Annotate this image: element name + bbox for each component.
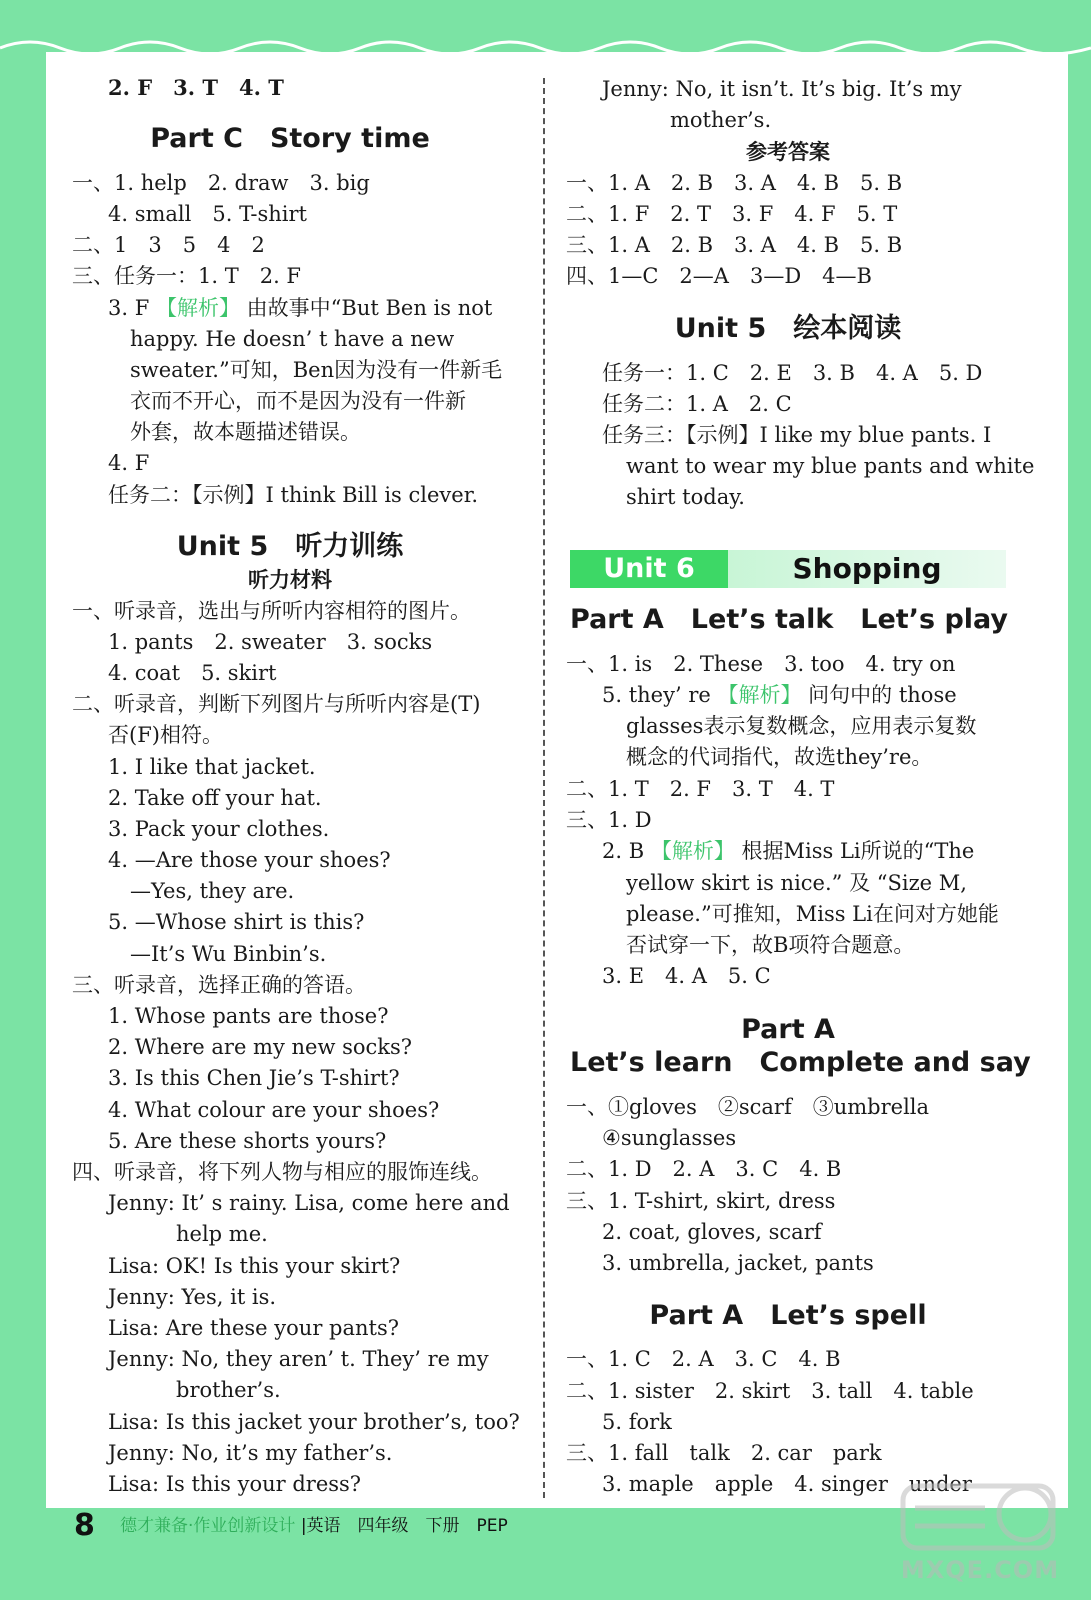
explanation-line: sweater.”可知，Ben因为没有一件新毛 [130, 358, 503, 382]
answer-line: 2. coat, gloves, scarf [602, 1220, 822, 1244]
explanation-line: 衣而不开心，而不是因为没有一件新 [130, 389, 466, 413]
script-line: 5. Are these shorts yours? [108, 1129, 387, 1153]
frame-right [1068, 0, 1091, 1600]
explanation-text: 问句中的 those [808, 683, 957, 707]
answer-site-logo-icon [895, 1468, 1065, 1558]
brand-name: 德才兼备·作业创新设计 [120, 1516, 296, 1536]
script-line: —Yes, they are. [130, 879, 295, 903]
script-line: 1. Whose pants are those? [108, 1004, 389, 1028]
unit-tag: Unit 6 [570, 550, 728, 588]
explanation-line: 外套，故本题描述错误。 [130, 420, 361, 444]
frame-left [0, 0, 46, 1600]
explanation-line: yellow skirt is nice.” 及 “Size M, [626, 871, 967, 895]
answer-line: 任务二：【示例】I think Bill is clever. [108, 483, 479, 507]
dialogue-line: Jenny: Yes, it is. [108, 1285, 277, 1309]
item-number: 3. F [108, 296, 150, 320]
explanation-line: please.”可推知，Miss Li在问对方她能 [626, 902, 999, 926]
answer-line: 4. small 5. T-shirt [108, 202, 307, 226]
unit-title: Shopping [728, 550, 1006, 588]
script-line: 4. —Are those your shoes? [108, 848, 391, 872]
instruction-line: 否(F)相符。 [108, 723, 223, 747]
explanation-line: 概念的代词指代，故选they’re。 [626, 745, 933, 769]
explanation-tag: 【解析】 [717, 683, 802, 707]
script-line: 3. Pack your clothes. [108, 817, 330, 841]
dialogue-line: Jenny: It’ s rainy. Lisa, come here and [108, 1191, 510, 1215]
explanation-text: 由故事中“But Ben is not [246, 296, 493, 320]
script-line: 4. coat 5. skirt [108, 661, 277, 685]
explanation-tag: 【解析】 [155, 296, 240, 320]
answer-line: 二、1. sister 2. skirt 3. tall 4. table [566, 1379, 974, 1403]
dialogue-line: Lisa: OK! Is this your skirt? [108, 1254, 401, 1278]
script-line: 3. Is this Chen Jie’s T-shirt? [108, 1066, 400, 1090]
watermark-text: MXQE.COM [900, 1556, 1060, 1584]
answer-line: 二、1. T 2. F 3. T 4. T [566, 777, 835, 801]
section-heading: Part C Story time [150, 123, 430, 154]
answer-line: 三、任务一：1. T 2. F [72, 264, 301, 288]
script-line: 2. Take off your hat. [108, 786, 322, 810]
footer-info [120, 1515, 508, 1537]
answer-line: shirt today. [626, 485, 745, 509]
section-heading: Part A Let’s talk Let’s play [570, 604, 1009, 635]
answer-line: want to wear my blue pants and white [626, 454, 1035, 478]
answer-line: 任务二：1. A 2. C [602, 392, 792, 416]
answer-line: 3. maple apple 4. singer under [602, 1472, 972, 1496]
answer-line: 三、1. T-shirt, skirt, dress [566, 1189, 836, 1213]
answer-line [602, 681, 957, 709]
answer-line: 二、1 3 5 4 2 [72, 233, 265, 257]
instruction-line: 二、听录音，判断下列图片与所听内容是(T) [72, 692, 481, 716]
answer-line: 任务三：【示例】I like my blue pants. I [602, 423, 992, 447]
script-line: 4. What colour are your shoes? [108, 1098, 440, 1122]
answer-line: 四、1—C 2—A 3—D 4—B [566, 264, 872, 288]
script-line: 5. —Whose shirt is this? [108, 910, 365, 934]
watermark [895, 1468, 1065, 1596]
answer-line [108, 294, 492, 322]
dialogue-line: Jenny: No, they aren’ t. They’ re my [108, 1347, 489, 1371]
explanation-line: happy. He doesn’ t have a new [130, 327, 455, 351]
answer-line: 三、1. D [566, 808, 652, 832]
dialogue-line: Jenny: No, it isn’t. It’s big. It’s my [602, 77, 962, 101]
script-line: 2. Where are my new socks? [108, 1035, 413, 1059]
section-heading: Part A [741, 1014, 835, 1045]
section-subheading: 参考答案 [746, 140, 830, 164]
answer-line: 一、1. is 2. These 3. too 4. try on [566, 652, 956, 676]
dialogue-line: Lisa: Is this jacket your brother’s, too? [108, 1410, 520, 1434]
dialogue-line: Lisa: Is this your dress? [108, 1472, 362, 1496]
answer-line: 3. E 4. A 5. C [602, 964, 771, 988]
instruction-line: 三、听录音，选择正确的答语。 [72, 973, 366, 997]
answer-line: 二、1. F 2. T 3. F 4. F 5. T [566, 202, 898, 226]
answer-line: 二、1. D 2. A 3. C 4. B [566, 1157, 842, 1181]
answer-line: 一、1. help 2. draw 3. big [72, 171, 370, 195]
answer-line: 三、1. fall talk 2. car park [566, 1441, 882, 1465]
dialogue-line: mother’s. [670, 108, 772, 132]
explanation-line: 否试穿一下，故B项符合题意。 [626, 933, 915, 957]
section-heading: Unit 5 绘本阅读 [674, 313, 902, 344]
script-line: 1. pants 2. sweater 3. socks [108, 630, 433, 654]
dialogue-line: brother’s. [176, 1378, 281, 1402]
explanation-text: 根据Miss Li所说的“The [741, 839, 975, 863]
unit-6-banner [570, 550, 1006, 588]
answer-line: 一、①gloves ②scarf ③umbrella [566, 1095, 930, 1119]
explanation-tag: 【解析】 [650, 839, 735, 863]
explanation-line: glasses表示复数概念，应用表示复数 [626, 714, 977, 738]
answer-line: 一、1. A 2. B 3. A 4. B 5. B [566, 171, 903, 195]
answer-line: 2. F 3. T 4. T [108, 75, 284, 100]
item-number: 2. B [602, 839, 645, 863]
script-line: —It’s Wu Binbin’s. [130, 942, 327, 966]
dialogue-line: Lisa: Are these your pants? [108, 1316, 399, 1340]
answer-line: 一、1. C 2. A 3. C 4. B [566, 1347, 841, 1371]
section-heading: Let’s learn Complete and say [570, 1047, 1031, 1078]
answer-line: 5. fork [602, 1410, 672, 1434]
answer-line: 4. F [108, 451, 150, 475]
dialogue-line: help me. [176, 1222, 268, 1246]
book-info: |英语 四年级 下册 PEP [300, 1516, 508, 1536]
item-number: 5. they’ re [602, 683, 711, 707]
answer-line: 三、1. A 2. B 3. A 4. B 5. B [566, 233, 903, 257]
answer-line: ④sunglasses [602, 1126, 737, 1150]
section-heading: Part A Let’s spell [649, 1300, 927, 1331]
answer-line: 任务一：1. C 2. E 3. B 4. A 5. D [602, 361, 983, 385]
column-divider [543, 78, 545, 1498]
page-number: 8 [74, 1508, 95, 1543]
instruction-line: 一、听录音，选出与所听内容相符的图片。 [72, 599, 471, 623]
dialogue-line: Jenny: No, it’s my father’s. [108, 1441, 393, 1465]
section-heading: Unit 5 听力训练 [176, 531, 404, 562]
answer-line: 3. umbrella, jacket, pants [602, 1251, 874, 1275]
answer-line [602, 837, 974, 865]
script-line: 1. I like that jacket. [108, 755, 316, 779]
instruction-line: 四、听录音，将下列人物与相应的服饰连线。 [72, 1160, 492, 1184]
section-subheading: 听力材料 [248, 568, 332, 592]
